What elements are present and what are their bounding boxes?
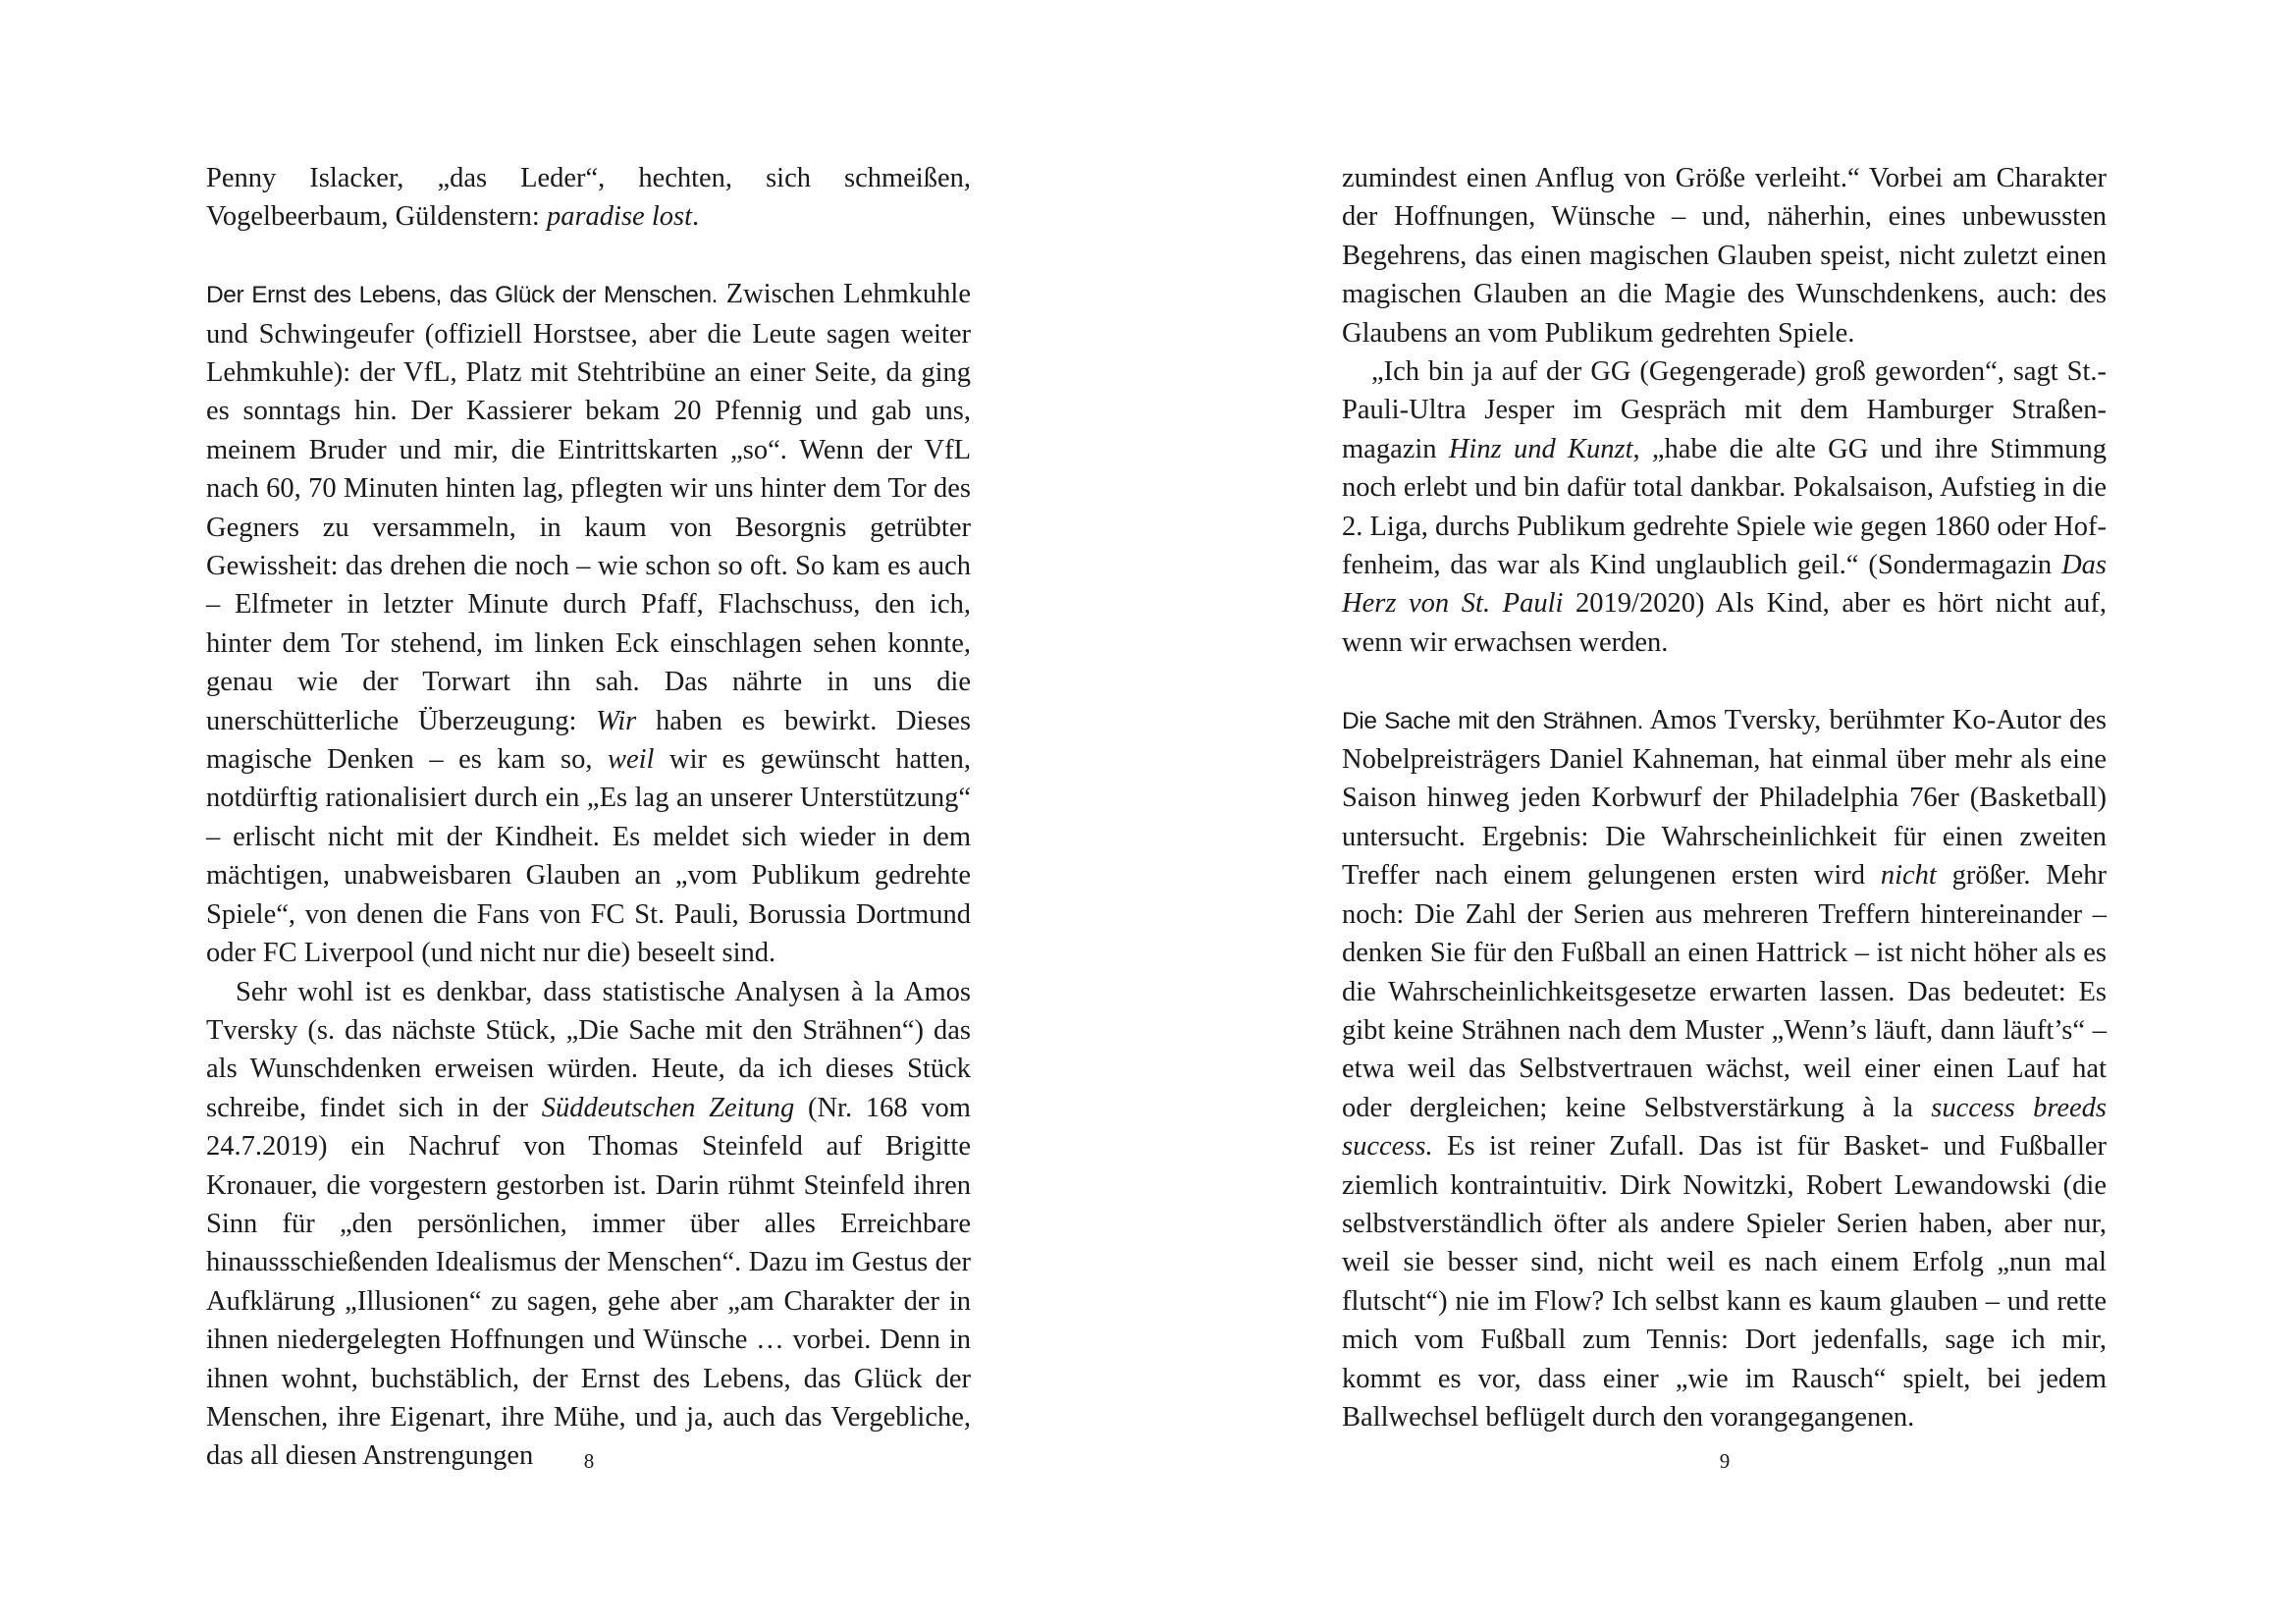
body-text: Sehr wohl ist es denkbar, dass statistische Analysen à la Amos Tversky (s. das nächste Stück, „Die Sache mit den Strähnen“) das als Wunschdenken erweisen würden. Heute, da ich dieses Stück schreibe, findet sich in der xyxy=(206,976,971,1123)
section-heading: Die Sache mit den Strähnen. xyxy=(1342,707,1644,734)
italic-text: success breeds success. xyxy=(1342,1092,2107,1163)
body-text: haben es bewirkt. Dieses magische Denken – es kam so, xyxy=(206,705,971,776)
section-heading: Der Ernst des Lebens, das Glück der Menschen. xyxy=(206,282,719,309)
body-text: zumindest einen Anflug von Größe verleiht.“ Vorbei am Charakter der Hoffnungen, Wünsche – und, näherhin, eines unbewussten Begehrens, das einen magischen Glauben speist, nicht zuletzt einen magischen Glauben an die Magie des Wunschdenkens, auch: des Glaubens an vom Publikum gedrehten Spiele. xyxy=(1342,163,2107,349)
paragraph xyxy=(206,275,971,972)
italic-text: Wir xyxy=(596,705,637,736)
italic-text: Hinz und Kunzt xyxy=(1448,433,1633,464)
paragraph xyxy=(206,159,971,237)
italic-text: weil xyxy=(607,744,655,776)
body-text: Amos Tversky, berühmter Ko-Autor des Nobelpreisträgers Daniel Kahneman, hat einmal über mehr als eine Saison hinweg jeden Korbwurf der Philadelphia 76er (Basketball) untersucht. Ergebnis: Die Wahrscheinlichkeit für einen zweiten Treffer nach einem gelungenen ersten wird xyxy=(1342,704,2108,892)
body-text: wir es gewünscht hatten, notdürftig rationalisiert durch ein „Es lag an unserer Unterstützung“ – erlischt nicht mit der Kindheit. Es meldet sich wieder in dem mächtigen, unabweisbaren Glauben an „vom Publikum gedrehte Spiele“, von denen die Fans von FC St. Pauli, Borussia Dortmund oder FC Liverpool (und nicht nur die) beseelt sind. xyxy=(206,744,971,969)
italic-text: paradise lost xyxy=(546,201,692,233)
body-text: 2019/2020) Als Kind, aber es hört nicht auf, wenn wir erwachsen werden. xyxy=(1342,588,2107,658)
paragraph xyxy=(1342,701,2107,1437)
right-page-text xyxy=(1342,159,2107,1436)
body-text: Penny Islacker, „das Leder“, hechten, sich schmeißen, Vogelbeerbaum, Güldenstern: xyxy=(206,163,971,233)
page-number-right: 9 xyxy=(1719,1449,1731,1473)
body-text: (Nr. 168 vom 24.7.2019) ein Nachruf von Thomas Steinfeld auf Brigitte Kronauer, die vorgestern gestorben ist. Darin rühmt Steinfeld ihren Sinn für „den persönlichen, immer über alles Erreichbare hinaussschießenden Idealismus der Menschen“. Dazu im Gestus der Aufklärung „Illusionen“ zu sagen, gehe aber „am Charakter der in ihnen niedergelegten Hoffnungen und Wünsche … vorbei. Denn in ihnen wohnt, buchstäblich, der Ernst des Lebens, das Glück der Menschen, ihre Eigenart, ihre Mühe, und ja, auch das Vergebliche, das all diesen Anstrengungen xyxy=(206,1092,971,1472)
body-text: „Ich bin ja auf der GG (Gegengerade) groß geworden“, sagt St.-Pauli-Ultra Jesper im Gespräch mit dem Hamburger Straßenmagazin xyxy=(1342,356,2107,464)
body-text: Zwischen Lehmkuhle und Schwingeufer (offiziell Horstsee, aber die Leute sagen weiter Lehmkuhle): der VfL, Platz mit Stehtribüne an einer Seite, da ging es sonntags hin. Der Kassierer bekam 20 Pfennig und gab uns, meinem Bruder und mir, die Eintrittskarten „so“. Wenn der VfL nach 60, 70 Minuten hinten lag, pflegten wir uns hinter dem Tor des Gegners zu versammeln, in kaum von Besorgnis getrübter Gewissheit: das drehen die noch – wie schon so oft. So kam es auch – Elfmeter in letzter Minute durch Pfaff, Flachschuss, den ich, hinter dem Tor stehend, im linken Eck einschlagen sehen konnte, genau wie der Torwart ihn sah. Das nährte in uns die unerschütterliche Überzeugung: xyxy=(206,279,971,736)
italic-text: Süddeutschen Zeitung xyxy=(541,1092,795,1123)
italic-text: nicht xyxy=(1880,860,1937,892)
page-number-left: 8 xyxy=(583,1449,595,1473)
body-text: . xyxy=(692,201,700,233)
right-page xyxy=(1148,0,2296,1624)
body-text: , „habe die alte GG und ihre Stimmung noch erlebt und bin dafür total dankbar. Pokalsaison, Aufstieg in die 2. Liga, durchs Publikum gedrehte Spiele wie gegen 1860 oder Hoffenheim, das war als Kind unglaublich geil.“ (Sondermagazin xyxy=(1342,433,2107,581)
paragraph xyxy=(1342,159,2107,352)
body-text: größer. Mehr noch: Die Zahl der Serien aus mehreren Treffern hintereinander – denken Sie für den Fußball an einen Hattrick – ist nicht höher als es die Wahrscheinlichkeitsgesetze erwarten lassen. Das bedeutet: Es gibt keine Strähnen nach dem Muster „Wenn’s läuft, dann läuft’s“ – etwa weil das Selbstvertrauen wächst, weil einer einen Lauf hat oder dergleichen; keine Selbstverstärkung à la xyxy=(1342,860,2107,1123)
paragraph xyxy=(1342,352,2107,662)
paragraph xyxy=(206,973,971,1476)
body-text: Es ist reiner Zufall. Das ist für Basket- und Fußballer ziemlich kontraintuitiv. Dirk Nowitzki, Robert Lewandowski (die selbstverständlich öfter als andere Spieler Serien haben, aber nur, weil sie besser sind, nicht weil es nach einem Erfolg „nun mal flutscht“) nie im Flow? Ich selbst kann es kaum glauben – und rette mich vom Fußball zum Tennis: Dort jedenfalls, sage ich mir, kommt es vor, dass einer „wie im Rausch“ spielt, bei jedem Ballwechsel beflügelt durch den vorangegangenen. xyxy=(1342,1131,2107,1433)
left-page-text xyxy=(206,159,971,1476)
italic-text: Das Herz von St. Pauli xyxy=(1342,550,2107,620)
